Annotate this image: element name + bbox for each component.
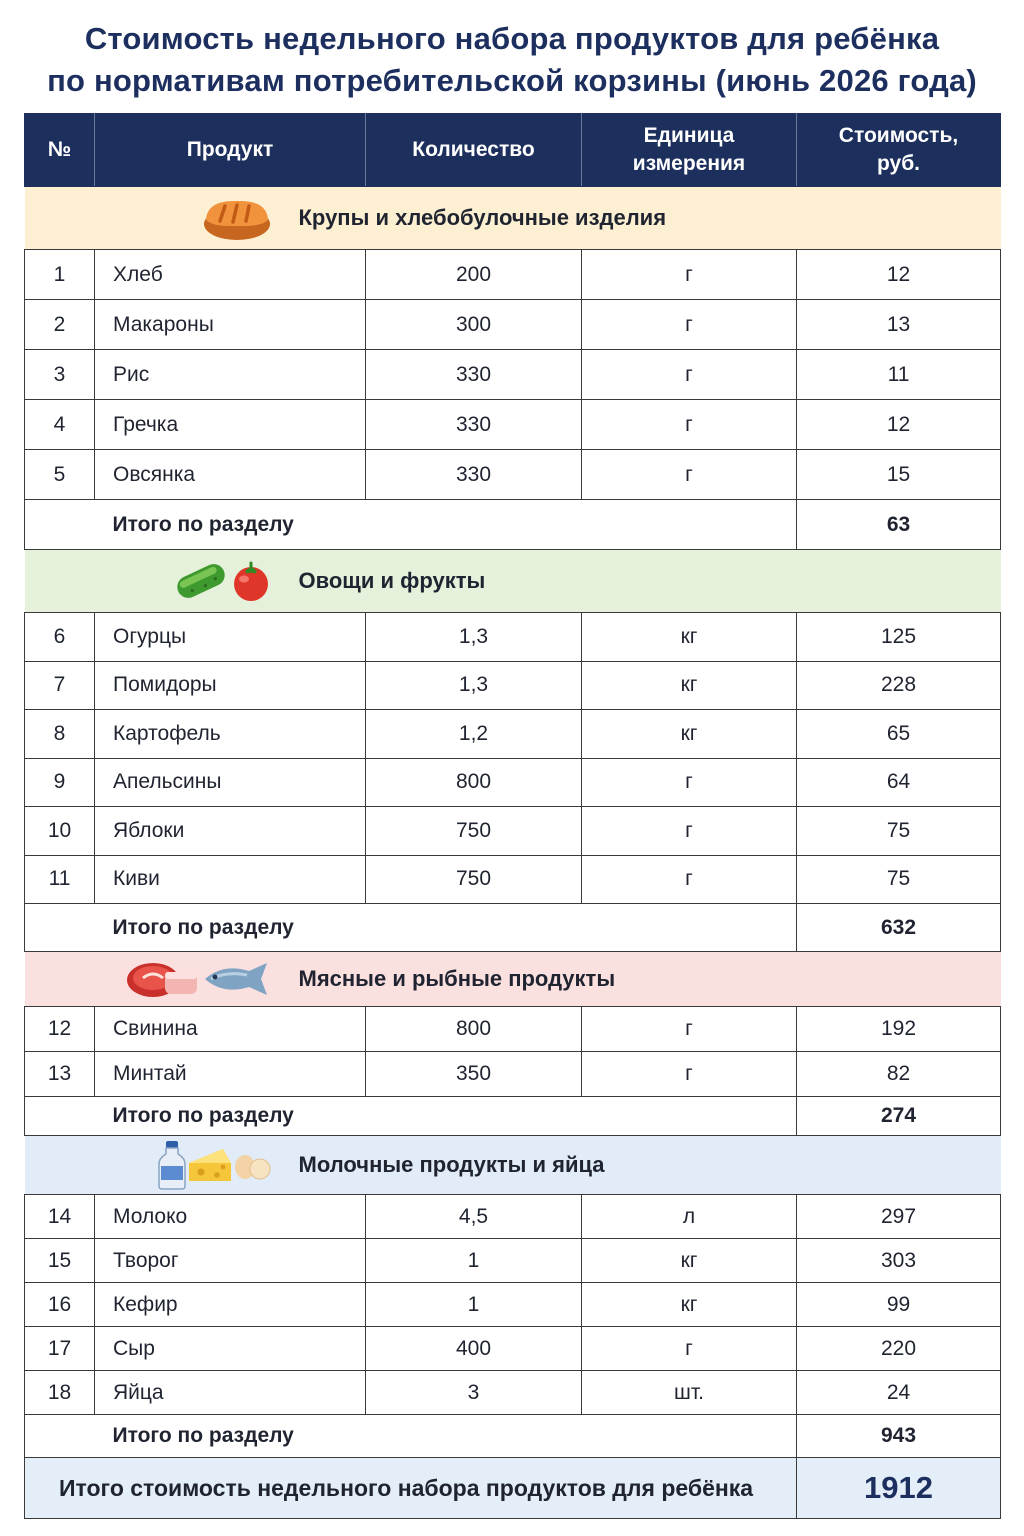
section-icons — [25, 559, 273, 603]
table-row — [25, 613, 1001, 662]
bread-icon — [201, 194, 273, 242]
product-quantity: 330 — [366, 450, 582, 500]
section-title: Молочные продукты и яйца — [298, 1152, 605, 1177]
product-quantity: 3 — [366, 1371, 582, 1415]
product-cost: 13 — [797, 300, 1001, 350]
header-cost-line-2: руб. — [876, 152, 921, 175]
table-row — [25, 250, 1001, 300]
section-icons — [25, 958, 273, 1000]
product-unit: кг — [582, 1283, 797, 1327]
header-num: № — [25, 114, 95, 187]
product-name: Сыр — [95, 1327, 366, 1371]
product-cost: 24 — [797, 1371, 1001, 1415]
section-title: Мясные и рыбные продукты — [298, 966, 616, 991]
table-row — [25, 400, 1001, 450]
product-cost: 12 — [797, 250, 1001, 300]
table-header-row — [25, 114, 1001, 187]
table-row — [25, 1007, 1001, 1052]
row-number: 17 — [25, 1327, 95, 1371]
product-cost: 125 — [797, 613, 1001, 662]
product-cost: 11 — [797, 350, 1001, 400]
section-icons — [25, 194, 273, 242]
row-number: 18 — [25, 1371, 95, 1415]
product-name: Кефир — [95, 1283, 366, 1327]
product-unit: г — [582, 300, 797, 350]
product-quantity: 200 — [366, 250, 582, 300]
product-cost: 82 — [797, 1052, 1001, 1097]
product-unit: г — [582, 350, 797, 400]
header-cost-line-1: Стоимость, — [838, 124, 959, 147]
row-number: 2 — [25, 300, 95, 350]
cucumber-icon — [173, 559, 229, 603]
header-unit-line-2: измерения — [632, 152, 746, 175]
product-unit: г — [582, 1052, 797, 1097]
header-unit — [582, 114, 797, 187]
product-unit: г — [582, 250, 797, 300]
product-quantity: 400 — [366, 1327, 582, 1371]
product-name: Молоко — [95, 1195, 366, 1239]
eggs-icon — [233, 1150, 273, 1180]
product-name: Рис — [95, 350, 366, 400]
section-title: Овощи и фрукты — [298, 568, 486, 593]
product-quantity: 1 — [366, 1239, 582, 1283]
product-name: Яблоки — [95, 807, 366, 856]
section-header-row — [25, 550, 1001, 613]
section-header-row — [25, 952, 1001, 1007]
subtotal-row — [25, 500, 1001, 550]
product-name: Хлеб — [95, 250, 366, 300]
subtotal-label: Итого по разделу — [95, 1097, 797, 1136]
table-row — [25, 450, 1001, 500]
subtotal-row — [25, 904, 1001, 952]
row-number: 1 — [25, 250, 95, 300]
milk-bottle-icon — [157, 1140, 187, 1190]
product-cost: 12 — [797, 400, 1001, 450]
product-name: Апельсины — [95, 758, 366, 807]
subtotal-spacer — [25, 500, 95, 550]
title-line-2: по нормативам потребительской корзины (июнь 2026 года) — [47, 63, 977, 98]
subtotal-label: Итого по разделу — [95, 500, 797, 550]
product-quantity: 300 — [366, 300, 582, 350]
row-number: 6 — [25, 613, 95, 662]
product-cost: 297 — [797, 1195, 1001, 1239]
table-row — [25, 758, 1001, 807]
subtotal-row — [25, 1415, 1001, 1458]
section-header-row — [25, 1136, 1001, 1195]
row-number: 9 — [25, 758, 95, 807]
row-number: 11 — [25, 855, 95, 904]
product-cost: 220 — [797, 1327, 1001, 1371]
product-unit: г — [582, 1327, 797, 1371]
subtotal-label: Итого по разделу — [95, 904, 797, 952]
subtotal-spacer — [25, 1415, 95, 1458]
table-row — [25, 300, 1001, 350]
product-name: Овсянка — [95, 450, 366, 500]
cheese-icon — [187, 1145, 233, 1185]
product-unit: г — [582, 400, 797, 450]
product-name: Киви — [95, 855, 366, 904]
grand-total-label: Итого стоимость недельного набора продуктов для ребёнка — [25, 1458, 797, 1519]
table-row — [25, 807, 1001, 856]
table-row — [25, 710, 1001, 759]
product-name: Гречка — [95, 400, 366, 450]
product-cost: 99 — [797, 1283, 1001, 1327]
table-body — [25, 187, 1001, 1519]
subtotal-spacer — [25, 904, 95, 952]
product-cost: 64 — [797, 758, 1001, 807]
product-quantity: 330 — [366, 350, 582, 400]
row-number: 7 — [25, 661, 95, 710]
page-title — [0, 18, 1024, 102]
product-quantity: 4,5 — [366, 1195, 582, 1239]
table-row — [25, 1052, 1001, 1097]
product-unit: г — [582, 758, 797, 807]
product-unit: г — [582, 855, 797, 904]
fish-icon — [201, 959, 273, 999]
section-header — [25, 550, 1001, 613]
row-number: 5 — [25, 450, 95, 500]
product-quantity: 750 — [366, 807, 582, 856]
section-icons — [25, 1140, 273, 1190]
subtotal-value: 943 — [797, 1415, 1001, 1458]
product-cost: 15 — [797, 450, 1001, 500]
table-row — [25, 1239, 1001, 1283]
section-title: Крупы и хлебобулочные изделия — [298, 205, 667, 230]
header-cost — [797, 114, 1001, 187]
table-row — [25, 1327, 1001, 1371]
subtotal-label: Итого по разделу — [95, 1415, 797, 1458]
subtotal-value: 63 — [797, 500, 1001, 550]
table-row — [25, 855, 1001, 904]
grand-total-value: 1912 — [797, 1458, 1001, 1519]
section-header-row — [25, 187, 1001, 250]
product-quantity: 1,3 — [366, 613, 582, 662]
product-quantity: 1 — [366, 1283, 582, 1327]
food-basket-table — [24, 113, 1001, 1519]
header-quantity: Количество — [366, 114, 582, 187]
product-cost: 75 — [797, 855, 1001, 904]
product-name: Минтай — [95, 1052, 366, 1097]
subtotal-spacer — [25, 1097, 95, 1136]
product-unit: кг — [582, 710, 797, 759]
product-unit: г — [582, 807, 797, 856]
row-number: 3 — [25, 350, 95, 400]
table-row — [25, 350, 1001, 400]
row-number: 8 — [25, 710, 95, 759]
product-cost: 192 — [797, 1007, 1001, 1052]
subtotal-value: 274 — [797, 1097, 1001, 1136]
product-quantity: 800 — [366, 758, 582, 807]
product-name: Макароны — [95, 300, 366, 350]
meat-icon — [125, 958, 201, 1000]
product-cost: 75 — [797, 807, 1001, 856]
table-row — [25, 1283, 1001, 1327]
product-unit: кг — [582, 613, 797, 662]
subtotal-row — [25, 1097, 1001, 1136]
row-number: 15 — [25, 1239, 95, 1283]
row-number: 14 — [25, 1195, 95, 1239]
row-number: 10 — [25, 807, 95, 856]
row-number: 13 — [25, 1052, 95, 1097]
product-unit: г — [582, 1007, 797, 1052]
product-name: Картофель — [95, 710, 366, 759]
product-quantity: 750 — [366, 855, 582, 904]
title-line-1: Стоимость недельного набора продуктов для ребёнка — [84, 21, 940, 56]
product-name: Свинина — [95, 1007, 366, 1052]
product-name: Помидоры — [95, 661, 366, 710]
product-quantity: 330 — [366, 400, 582, 450]
subtotal-value: 632 — [797, 904, 1001, 952]
section-header — [25, 187, 1001, 250]
table-row — [25, 1195, 1001, 1239]
grand-total-row — [25, 1458, 1001, 1519]
product-name: Творог — [95, 1239, 366, 1283]
product-unit: кг — [582, 1239, 797, 1283]
product-name: Яйца — [95, 1371, 366, 1415]
section-header — [25, 952, 1001, 1007]
product-cost: 303 — [797, 1239, 1001, 1283]
row-number: 4 — [25, 400, 95, 450]
header-unit-line-1: Единица — [643, 124, 735, 147]
product-name: Огурцы — [95, 613, 366, 662]
product-cost: 65 — [797, 710, 1001, 759]
product-unit: г — [582, 450, 797, 500]
product-quantity: 350 — [366, 1052, 582, 1097]
product-unit: л — [582, 1195, 797, 1239]
product-quantity: 800 — [366, 1007, 582, 1052]
row-number: 16 — [25, 1283, 95, 1327]
product-unit: кг — [582, 661, 797, 710]
product-cost: 228 — [797, 661, 1001, 710]
row-number: 12 — [25, 1007, 95, 1052]
product-quantity: 1,2 — [366, 710, 582, 759]
header-product: Продукт — [95, 114, 366, 187]
product-quantity: 1,3 — [366, 661, 582, 710]
section-header — [25, 1136, 1001, 1195]
table-row — [25, 1371, 1001, 1415]
product-unit: шт. — [582, 1371, 797, 1415]
tomato-icon — [229, 559, 273, 603]
table-row — [25, 661, 1001, 710]
